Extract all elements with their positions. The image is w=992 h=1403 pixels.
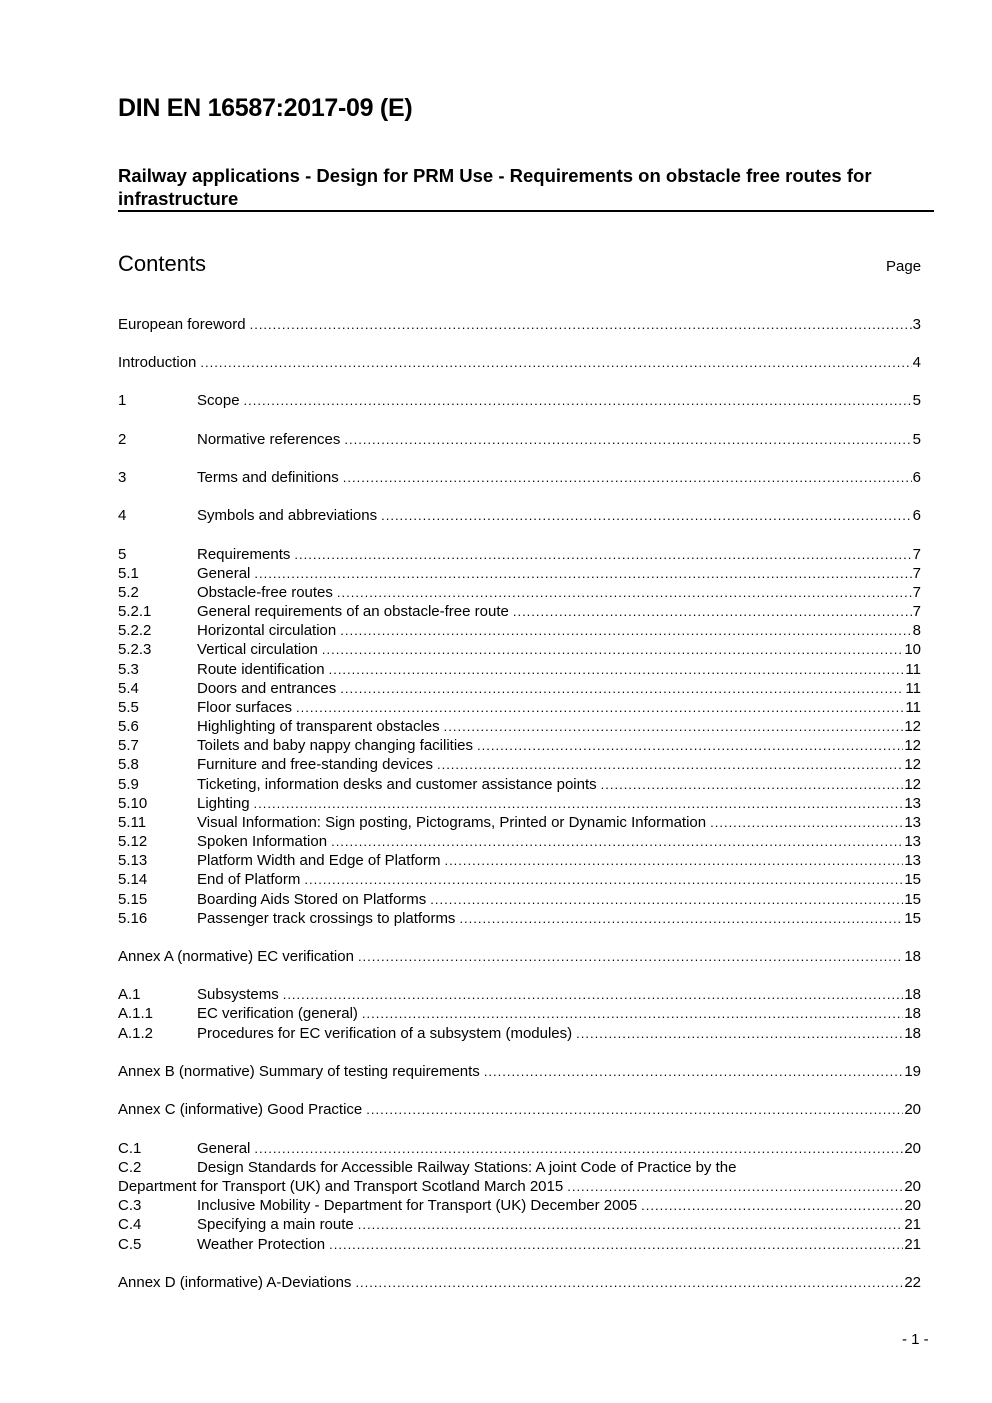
- toc-dot-leader: [244, 391, 912, 411]
- toc-dot-leader: [343, 468, 912, 488]
- toc-entry-number: 5.11: [118, 814, 147, 831]
- toc-dot-leader: [362, 1004, 903, 1024]
- toc-entry[interactable]: [118, 660, 921, 680]
- toc-entry[interactable]: [118, 1062, 921, 1082]
- toc-entry-page: 21: [904, 1216, 921, 1233]
- toc-entry-page: 3: [912, 316, 921, 333]
- toc-entry-number: 5.14: [118, 871, 148, 888]
- toc-entry-number: 3: [118, 469, 127, 486]
- toc-entry-page: 20: [904, 1140, 921, 1157]
- toc-entry-number: 5.8: [118, 756, 139, 773]
- toc-entry-number: 1: [118, 392, 127, 409]
- toc-entry-page: 15: [904, 871, 921, 888]
- toc-dot-leader: [513, 602, 912, 622]
- toc-entry-page: 13: [904, 852, 921, 869]
- toc-dot-leader: [358, 1215, 904, 1235]
- toc-entry-number: 5.10: [118, 795, 148, 812]
- toc-entry-page: 13: [904, 795, 921, 812]
- toc-entry[interactable]: [118, 698, 921, 718]
- toc-entry-number: 5.15: [118, 891, 148, 908]
- document-subtitle: Railway applications - Design for PRM Use - Requirements on obstacle free routes for infrastructure: [118, 165, 872, 209]
- toc-entry-number: 5: [118, 546, 127, 563]
- toc-dot-leader: [381, 506, 912, 526]
- toc-entry[interactable]: [118, 506, 921, 526]
- toc-entry-number: 5.2.3: [118, 641, 152, 658]
- toc-dot-leader: [254, 564, 911, 584]
- toc-entry[interactable]: [118, 1196, 921, 1216]
- toc-entry-page: 15: [904, 891, 921, 908]
- toc-entry-title: European foreword: [118, 316, 246, 333]
- toc-entry-title: Route identification: [197, 661, 325, 678]
- toc-dot-leader: [250, 315, 912, 335]
- toc-entry[interactable]: [118, 1273, 921, 1293]
- toc-dot-leader: [254, 1139, 903, 1159]
- toc-entry-number: C.5: [118, 1236, 142, 1253]
- toc-entry[interactable]: [118, 755, 921, 775]
- toc-entry[interactable]: [118, 1100, 921, 1120]
- toc-dot-leader: [576, 1024, 903, 1044]
- toc-entry-number: 5.6: [118, 718, 139, 735]
- toc-entry-page: 19: [904, 1063, 921, 1080]
- toc-entry-page: 11: [905, 680, 921, 697]
- toc-entry-number: 5.5: [118, 699, 139, 716]
- toc-entry-title: Visual Information: Sign posting, Pictograms, Printed or Dynamic Information: [197, 814, 707, 831]
- toc-entry[interactable]: [118, 1139, 921, 1159]
- toc-entry-title: Procedures for EC verification of a subsystem (modules): [197, 1025, 573, 1042]
- toc-entry-title: General requirements of an obstacle-free route: [197, 603, 509, 620]
- toc-entry-number: C.2: [118, 1159, 142, 1176]
- toc-dot-leader: [358, 947, 903, 967]
- toc-entry-title: Boarding Aids Stored on Platforms: [197, 891, 427, 908]
- toc-entry[interactable]: [118, 909, 921, 929]
- toc-entry-title: EC verification (general): [197, 1005, 358, 1022]
- toc-dot-leader: [254, 794, 904, 814]
- toc-entry-title: Furniture and free-standing devices: [197, 756, 433, 773]
- toc-entry-page: 7: [912, 565, 921, 582]
- toc-entry-number: 5.1: [118, 565, 139, 582]
- toc-entry[interactable]: [118, 1177, 921, 1197]
- toc-entry[interactable]: [118, 430, 921, 450]
- toc-entry[interactable]: [118, 890, 921, 910]
- toc-dot-leader: [340, 679, 904, 699]
- toc-entry-title: Requirements: [197, 546, 291, 563]
- toc-entry[interactable]: [118, 736, 921, 756]
- toc-entry-title: Annex A (normative) EC verification: [118, 948, 354, 965]
- toc-entry[interactable]: [118, 813, 921, 833]
- toc-entry[interactable]: [118, 640, 921, 660]
- toc-entry[interactable]: [118, 717, 921, 737]
- toc-entry-number: 5.2: [118, 584, 139, 601]
- toc-entry-page: 5: [912, 431, 921, 448]
- toc-entry-title: Passenger track crossings to platforms: [197, 910, 456, 927]
- toc-entry-number: 2: [118, 431, 127, 448]
- toc-entry[interactable]: [118, 679, 921, 699]
- toc-entry-page: 7: [912, 584, 921, 601]
- toc-entry-page: 13: [904, 833, 921, 850]
- toc-entry-page: 20: [904, 1178, 921, 1195]
- toc-entry-title: Spoken Information: [197, 833, 328, 850]
- toc-dot-leader: [366, 1100, 903, 1120]
- toc-entry[interactable]: [118, 870, 921, 890]
- toc-entry-title: Scope: [197, 392, 240, 409]
- toc-entry-number: 5.2.1: [118, 603, 152, 620]
- toc-entry-page: 12: [904, 756, 921, 773]
- toc-entry-page: 20: [904, 1101, 921, 1118]
- toc-entry-page: 12: [904, 737, 921, 754]
- toc-entry[interactable]: [118, 947, 921, 967]
- footer-page-number: - 1 -: [902, 1331, 929, 1348]
- toc-dot-leader: [355, 1273, 903, 1293]
- toc-dot-leader: [340, 621, 911, 641]
- toc-entry-title: Doors and entrances: [197, 680, 337, 697]
- toc-entry-page: 7: [912, 546, 921, 563]
- toc-entry[interactable]: [118, 602, 921, 622]
- toc-entry-page: 8: [912, 622, 921, 639]
- toc-entry-page: 12: [904, 776, 921, 793]
- toc-entry-number: C.1: [118, 1140, 142, 1157]
- toc-entry-title: Specifying a main route: [197, 1216, 354, 1233]
- toc-entry-number: A.1.2: [118, 1025, 154, 1042]
- toc-dot-leader: [329, 660, 905, 680]
- toc-entry[interactable]: [118, 794, 921, 814]
- toc-entry[interactable]: [118, 564, 921, 584]
- toc-entry-page: 6: [912, 507, 921, 524]
- toc-entry-number: 4: [118, 507, 127, 524]
- toc-entry[interactable]: [118, 391, 921, 411]
- toc-entry-number: 5.7: [118, 737, 139, 754]
- toc-dot-leader: [459, 909, 903, 929]
- toc-entry-number: C.4: [118, 1216, 142, 1233]
- toc-dot-leader: [641, 1196, 903, 1216]
- toc-dot-leader: [296, 698, 904, 718]
- toc-entry[interactable]: [118, 468, 921, 488]
- toc-entry[interactable]: [118, 832, 921, 852]
- toc-entry-number: A.1: [118, 986, 141, 1003]
- toc-entry-page: 20: [904, 1197, 921, 1214]
- toc-entry[interactable]: [118, 1004, 921, 1024]
- toc-entry-title: Annex C (informative) Good Practice: [118, 1101, 363, 1118]
- toc-dot-leader: [437, 755, 903, 775]
- toc-entry[interactable]: [118, 775, 921, 795]
- toc-entry-number: 5.3: [118, 661, 139, 678]
- toc-entry-page: 22: [904, 1274, 921, 1291]
- toc-dot-leader: [294, 545, 911, 565]
- toc-entry-page: 18: [904, 948, 921, 965]
- toc-entry-title: Ticketing, information desks and customer assistance points: [197, 776, 597, 793]
- toc-entry-page: 5: [912, 392, 921, 409]
- toc-dot-leader: [430, 890, 903, 910]
- toc-dot-leader: [477, 736, 903, 756]
- document-id: DIN EN 16587:2017-09 (E): [118, 94, 413, 122]
- toc-entry-title: Subsystems: [197, 986, 279, 1003]
- toc-dot-leader: [567, 1177, 903, 1197]
- toc-entry-page: 11: [905, 661, 921, 678]
- toc-entry[interactable]: [118, 545, 921, 565]
- toc-entry[interactable]: [118, 1215, 921, 1235]
- toc-entry-title: Weather Protection: [197, 1236, 326, 1253]
- toc-entry-title: Design Standards for Accessible Railway Stations: A joint Code of Practice by the: [197, 1159, 737, 1176]
- toc-entry-number: C.3: [118, 1197, 142, 1214]
- toc-entry-number: 5.9: [118, 776, 139, 793]
- toc-entry-page: 18: [904, 1005, 921, 1022]
- toc-entry-number: 5.2.2: [118, 622, 152, 639]
- toc-dot-leader: [601, 775, 904, 795]
- toc-dot-leader: [344, 430, 911, 450]
- toc-entry-title: End of Platform: [197, 871, 301, 888]
- toc-entry-page: 10: [904, 641, 921, 658]
- toc-entry[interactable]: [118, 583, 921, 603]
- toc-entry[interactable]: [118, 1158, 921, 1178]
- toc-entry-title: Lighting: [197, 795, 250, 812]
- toc-entry-title: Department for Transport (UK) and Transport Scotland March 2015: [118, 1178, 564, 1195]
- toc-entry-title: Toilets and baby nappy changing facilities: [197, 737, 474, 754]
- toc-entry-title: Vertical circulation: [197, 641, 318, 658]
- header-rule: [118, 210, 934, 212]
- toc-entry-page: 13: [904, 814, 921, 831]
- toc-entry-title: Annex B (normative) Summary of testing requirements: [118, 1063, 480, 1080]
- toc-dot-leader: [710, 813, 903, 833]
- toc-entry-title: General: [197, 1140, 251, 1157]
- toc-entry-title: Horizontal circulation: [197, 622, 337, 639]
- toc-entry-title: Obstacle-free routes: [197, 584, 333, 601]
- toc-dot-leader: [444, 717, 904, 737]
- toc-dot-leader: [484, 1062, 904, 1082]
- toc-entry-page: 4: [912, 354, 921, 371]
- toc-dot-leader: [283, 985, 904, 1005]
- toc-entry-title: Inclusive Mobility - Department for Transport (UK) December 2005: [197, 1197, 638, 1214]
- toc-dot-leader: [329, 1235, 903, 1255]
- toc-entry-page: 12: [904, 718, 921, 735]
- toc-entry-number: 5.13: [118, 852, 148, 869]
- toc-entry[interactable]: [118, 315, 921, 335]
- toc-entry-page: 6: [912, 469, 921, 486]
- toc-entry[interactable]: [118, 985, 921, 1005]
- page-column-label: Page: [886, 258, 922, 275]
- toc-entry-title: Annex D (informative) A-Deviations: [118, 1274, 352, 1291]
- toc-entry-page: 21: [904, 1236, 921, 1253]
- toc-entry-number: 5.4: [118, 680, 139, 697]
- toc-dot-leader: [200, 353, 911, 373]
- toc-entry[interactable]: [118, 851, 921, 871]
- toc-entry[interactable]: [118, 1024, 921, 1044]
- contents-heading: Contents: [118, 251, 207, 276]
- toc-entry-page: 18: [904, 1025, 921, 1042]
- toc-dot-leader: [322, 640, 903, 660]
- toc-entry-number: A.1.1: [118, 1005, 154, 1022]
- toc-entry-title: Terms and definitions: [197, 469, 339, 486]
- toc-entry-page: 18: [904, 986, 921, 1003]
- toc-entry[interactable]: [118, 353, 921, 373]
- toc-entry-title: General: [197, 565, 251, 582]
- toc-entry-title: Symbols and abbreviations: [197, 507, 378, 524]
- toc-entry[interactable]: [118, 621, 921, 641]
- toc-entry-page: 15: [904, 910, 921, 927]
- toc-entry[interactable]: [118, 1235, 921, 1255]
- toc-entry-page: 7: [912, 603, 921, 620]
- toc-entry-title: Floor surfaces: [197, 699, 293, 716]
- toc-entry-number: 5.12: [118, 833, 148, 850]
- toc-dot-leader: [444, 851, 903, 871]
- toc-entry-title: Normative references: [197, 431, 341, 448]
- toc-dot-leader: [331, 832, 903, 852]
- toc-entry-number: 5.16: [118, 910, 148, 927]
- toc-entry-title: Platform Width and Edge of Platform: [197, 852, 441, 869]
- toc-dot-leader: [304, 870, 903, 890]
- toc-entry-title: Introduction: [118, 354, 197, 371]
- toc-entry-title: Highlighting of transparent obstacles: [197, 718, 440, 735]
- toc-entry-page: 11: [905, 699, 921, 716]
- toc-dot-leader: [337, 583, 912, 603]
